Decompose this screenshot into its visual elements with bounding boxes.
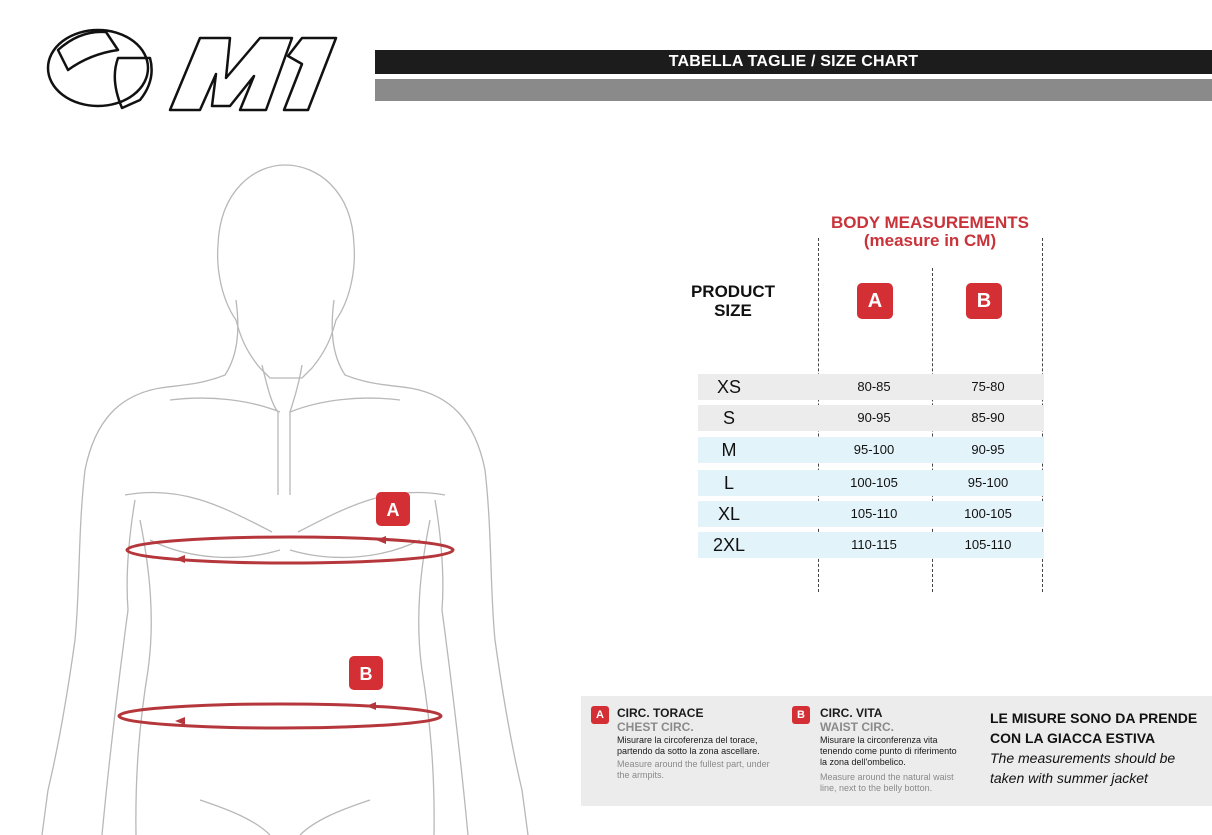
size-cell: XL <box>717 504 741 524</box>
legend-b-it-line2: tenendo come punto di riferimento <box>820 746 957 756</box>
size-cell: L <box>723 473 734 493</box>
measurement-legend <box>581 696 1212 806</box>
chest-value-cell: 100-105 <box>850 475 898 490</box>
jacket-note-english: The measurements should be taken with summer jacket <box>990 750 1176 786</box>
legend-b-title: CIRC. VITA <box>820 706 883 720</box>
legend-b-en-line1: Measure around the natural waist <box>820 772 954 782</box>
waist-value-cell: 105-110 <box>964 537 1012 552</box>
size-cell: 2XL <box>712 535 746 555</box>
legend-a-badge: A <box>591 706 609 724</box>
chest-value-cell: 95-100 <box>853 442 895 457</box>
marker-a-label: A <box>386 500 400 520</box>
marker-b-label: B <box>359 664 373 684</box>
table-row <box>698 501 1044 527</box>
brand-logo <box>40 20 350 120</box>
legend-a-en-line1: Measure around the fullest part, under <box>617 759 770 769</box>
legend-a-it-line1: Misurare la circoferenza del torace, <box>617 735 758 745</box>
table-row <box>698 532 1044 558</box>
size-cell: M <box>721 440 737 460</box>
size-cell: S <box>722 408 735 428</box>
legend-b-it-line1: Misurare la circonferenza vita <box>820 735 938 745</box>
column-b-badge: B <box>966 283 1002 319</box>
legend-b-en-line2: line, next to the belly botton. <box>820 783 933 793</box>
chest-value-cell: 105-110 <box>850 506 898 521</box>
legend-b-it-line3: la zona dell'ombelico. <box>820 757 906 767</box>
legend-a-title: CIRC. TORACE <box>617 706 704 720</box>
column-a-badge: A <box>857 283 893 319</box>
table-row <box>698 470 1044 496</box>
size-header-line2: SIZE <box>714 301 752 320</box>
body-figure <box>40 150 540 835</box>
waist-value-cell: 85-90 <box>971 410 1005 425</box>
legend-b-badge: B <box>792 706 810 724</box>
size-header-line1: PRODUCT <box>690 282 776 301</box>
waist-value-cell: 90-95 <box>971 442 1005 457</box>
chest-value-cell: 80-85 <box>857 379 891 394</box>
waist-value-cell: 100-105 <box>964 506 1012 521</box>
table-row <box>698 374 1044 400</box>
page-title: TABELLA TAGLIE / SIZE CHART <box>375 50 1212 74</box>
jacket-note-italian: LE MISURE SONO DA PRENDE CON LA GIACCA ESTIVA <box>990 710 1198 746</box>
table-title-line1: BODY MEASUREMENTS <box>830 213 1030 232</box>
chest-value-cell: 110-115 <box>851 537 897 552</box>
header-divider-bar <box>375 79 1212 101</box>
legend-a-en-line2: the armpits. <box>617 770 665 780</box>
table-title-line2: (measure in CM) <box>863 231 997 250</box>
chest-value-cell: 90-95 <box>857 410 891 425</box>
legend-a-it-line2: partendo da sotto la zona ascellare. <box>617 746 760 756</box>
size-column-header <box>678 282 788 320</box>
waist-value-cell: 95-100 <box>967 475 1009 490</box>
legend-a-subtitle: CHEST CIRC. <box>617 720 694 734</box>
table-row <box>698 405 1044 431</box>
table-row <box>698 437 1044 463</box>
size-cell: XS <box>716 377 741 397</box>
waist-value-cell: 75-80 <box>971 379 1005 394</box>
legend-b-subtitle: WAIST CIRC. <box>820 720 894 734</box>
table-title <box>800 214 1060 250</box>
